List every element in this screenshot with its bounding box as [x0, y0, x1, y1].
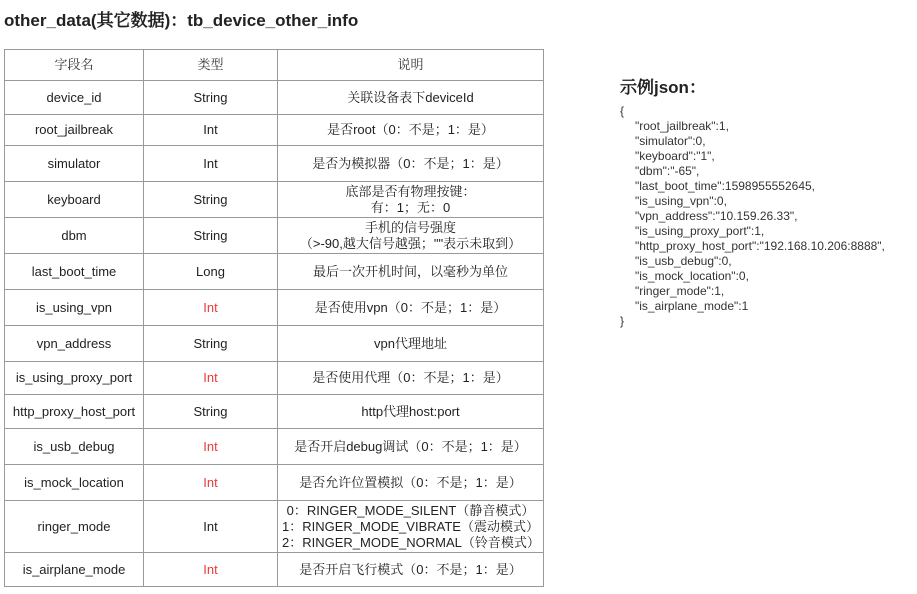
field-description-cell	[278, 254, 544, 290]
field-name-cell: ringer_mode	[5, 501, 144, 553]
json-example-title: 示例json：	[620, 78, 706, 97]
table-row	[5, 395, 544, 429]
field-type-cell: Int	[144, 115, 278, 146]
json-line: "dbm":"-65",	[635, 164, 700, 178]
description-line: 是否root（0：不是；1：是）	[327, 122, 494, 137]
field-type-cell: Int	[144, 501, 278, 553]
field-name-cell: keyboard	[5, 182, 144, 218]
description-line: 是否开启飞行模式（0：不是；1：是）	[299, 561, 522, 577]
column-header-description: 说明	[278, 50, 544, 81]
field-name-cell: root_jailbreak	[5, 115, 144, 146]
table-row	[5, 501, 544, 553]
json-line: "is_using_vpn":0,	[635, 194, 727, 208]
field-description-cell	[278, 115, 544, 146]
table-row	[5, 218, 544, 254]
table-row	[5, 115, 544, 146]
field-description-cell	[278, 362, 544, 395]
json-line: "last_boot_time":1598955552645,	[635, 179, 815, 193]
description-line: 是否允许位置模拟（0：不是；1：是）	[299, 474, 522, 490]
page-title: other_data(其它数据)：tb_device_other_info	[4, 11, 359, 30]
field-name-cell: device_id	[5, 81, 144, 115]
field-table	[4, 49, 544, 587]
field-name-cell: is_using_proxy_port	[5, 362, 144, 395]
field-type-cell: Int	[144, 429, 278, 465]
field-type-cell: Int	[144, 290, 278, 326]
field-type-cell: String	[144, 395, 278, 429]
json-line: }	[620, 314, 625, 328]
json-line: "http_proxy_host_port":"192.168.10.206:8888",	[635, 239, 885, 253]
json-line: "simulator":0,	[635, 134, 706, 148]
field-description-cell	[278, 501, 544, 553]
json-line: "is_using_proxy_port":1,	[635, 224, 765, 238]
description-line: 最后一次开机时间，以毫秒为单位	[312, 263, 508, 279]
table-body	[5, 81, 544, 587]
json-line: "root_jailbreak":1,	[635, 119, 729, 133]
description-line: 手机的信号强度	[364, 219, 456, 235]
json-line: "ringer_mode":1,	[635, 284, 725, 298]
table-row	[5, 553, 544, 587]
column-header-field-name: 字段名	[5, 50, 144, 81]
field-name-cell: last_boot_time	[5, 254, 144, 290]
json-line: "is_airplane_mode":1	[635, 299, 749, 313]
description-line: 是否使用代理（0：不是；1：是）	[312, 370, 509, 385]
description-line: 2：RINGER_MODE_NORMAL（铃音模式）	[282, 534, 540, 550]
table-row	[5, 465, 544, 501]
description-line: 是否开启debug调试（0：不是；1：是）	[294, 438, 527, 454]
field-name-cell: is_mock_location	[5, 465, 144, 501]
field-description-cell	[278, 218, 544, 254]
field-description-cell	[278, 429, 544, 465]
table-row	[5, 326, 544, 362]
field-type-cell: String	[144, 218, 278, 254]
table-row	[5, 362, 544, 395]
field-name-cell: vpn_address	[5, 326, 144, 362]
field-name-cell: is_airplane_mode	[5, 553, 144, 587]
table-header-row	[5, 50, 544, 81]
field-name-cell: is_using_vpn	[5, 290, 144, 326]
field-name-cell: simulator	[5, 146, 144, 182]
table-row	[5, 182, 544, 218]
table-row	[5, 81, 544, 115]
json-line: "is_mock_location":0,	[635, 269, 749, 283]
field-type-cell: Int	[144, 146, 278, 182]
field-name-cell: http_proxy_host_port	[5, 395, 144, 429]
field-type-cell: String	[144, 326, 278, 362]
field-description-cell	[278, 146, 544, 182]
description-line: 0：RINGER_MODE_SILENT（静音模式）	[286, 502, 535, 518]
description-line: 底部是否有物理按键：	[345, 183, 476, 199]
description-line: http代理host:port	[361, 403, 460, 419]
description-line: 是否使用vpn（0：不是；1：是）	[314, 299, 507, 315]
field-description-cell	[278, 290, 544, 326]
description-line: 1：RINGER_MODE_VIBRATE（震动模式）	[282, 518, 539, 534]
description-line: 有：1；无：0	[370, 199, 451, 215]
field-description-cell	[278, 326, 544, 362]
description-line: （>-90,越大信号越强；""表示未取到）	[299, 235, 522, 251]
field-description-cell	[278, 182, 544, 218]
field-type-cell: Int	[144, 362, 278, 395]
field-type-cell: String	[144, 81, 278, 115]
field-description-cell	[278, 81, 544, 115]
field-type-cell: Int	[144, 553, 278, 587]
field-name-cell: is_usb_debug	[5, 429, 144, 465]
field-type-cell: Int	[144, 465, 278, 501]
json-line: "is_usb_debug":0,	[635, 254, 732, 268]
field-type-cell: Long	[144, 254, 278, 290]
table-row	[5, 254, 544, 290]
table-row	[5, 429, 544, 465]
json-line: {	[620, 104, 625, 118]
json-example-code	[620, 104, 885, 329]
field-description-cell	[278, 465, 544, 501]
json-line: "keyboard":"1",	[635, 149, 715, 163]
json-line: "vpn_address":"10.159.26.33",	[635, 209, 798, 223]
field-type-cell: String	[144, 182, 278, 218]
description-line: 是否为模拟器（0：不是；1：是）	[312, 155, 509, 171]
description-line: vpn代理地址	[374, 335, 447, 351]
field-description-cell	[278, 395, 544, 429]
table-row	[5, 290, 544, 326]
description-line: 关联设备表下deviceId	[347, 89, 474, 105]
field-description-cell	[278, 553, 544, 587]
field-name-cell: dbm	[5, 218, 144, 254]
table-row	[5, 146, 544, 182]
column-header-type: 类型	[144, 50, 278, 81]
